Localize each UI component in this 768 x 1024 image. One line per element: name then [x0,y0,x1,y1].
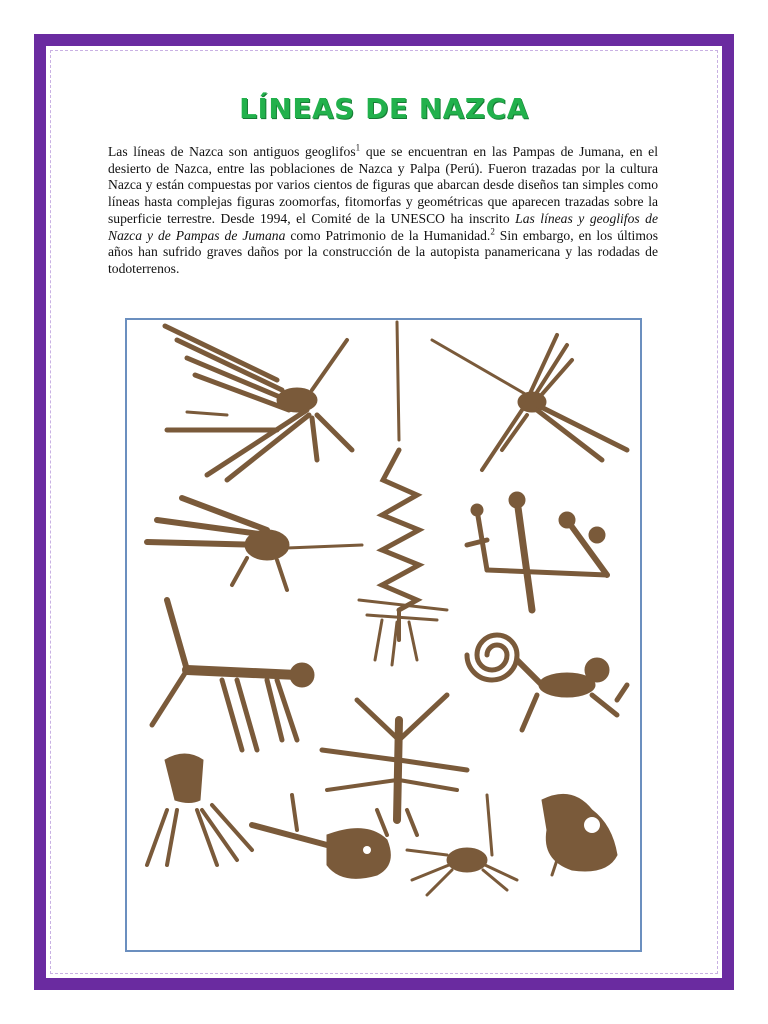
paragraph-text-2: que se encuentran en las Pampas de Jumana, en el desierto de Nazca, entre las poblaciones de Nazca y Palpa (Perú). Fueron trazadas por la cultura Nazca y están compuestas por varios cientos de figuras que abarcan desde diseños tan simples como líneas hasta complejas figuras zoomorfas, fitomorfas y geométricas que aparecen trazadas sobre la superficie terrestre. Desde 1994, el Comité de la UNESCO ha inscrito [108,144,658,226]
condor-glyph [165,326,352,480]
paragraph-text-4: Sin embargo, en los últimos años han sufrido graves daños por la construcción de la autopista panamericana y las rodadas de todoterrenos. [108,227,658,276]
bird-head-glyph [542,794,617,875]
parrot-glyph [147,754,252,865]
hummingbird-glyph-2 [147,498,362,590]
footnote-ref-2[interactable]: 2 [490,225,495,236]
spider-glyph [407,795,517,895]
whale-glyph [252,795,390,878]
page-title: LÍNEAS DE NAZCA [239,92,529,125]
zigzag-line-glyph [359,322,447,665]
nazca-glyphs-illustration [127,320,640,950]
footnote-ref-1[interactable]: 1 [355,142,361,153]
paragraph-text-1: Las líneas de Nazca son antiguos geoglifos [108,144,356,159]
dog-glyph [152,600,314,750]
paragraph-text-3: como Patrimonio de la Humanidad. [285,227,491,243]
monkey-glyph [467,635,627,730]
trees-glyph [467,492,607,610]
nazca-lines-figure [125,318,642,952]
tree-glyph [322,695,467,835]
body-paragraph [108,144,658,278]
paragraph-italic-title: Las líneas y geoglifos de Nazca y de Pampas de Jumana [108,210,658,243]
hummingbird-glyph [432,335,627,470]
